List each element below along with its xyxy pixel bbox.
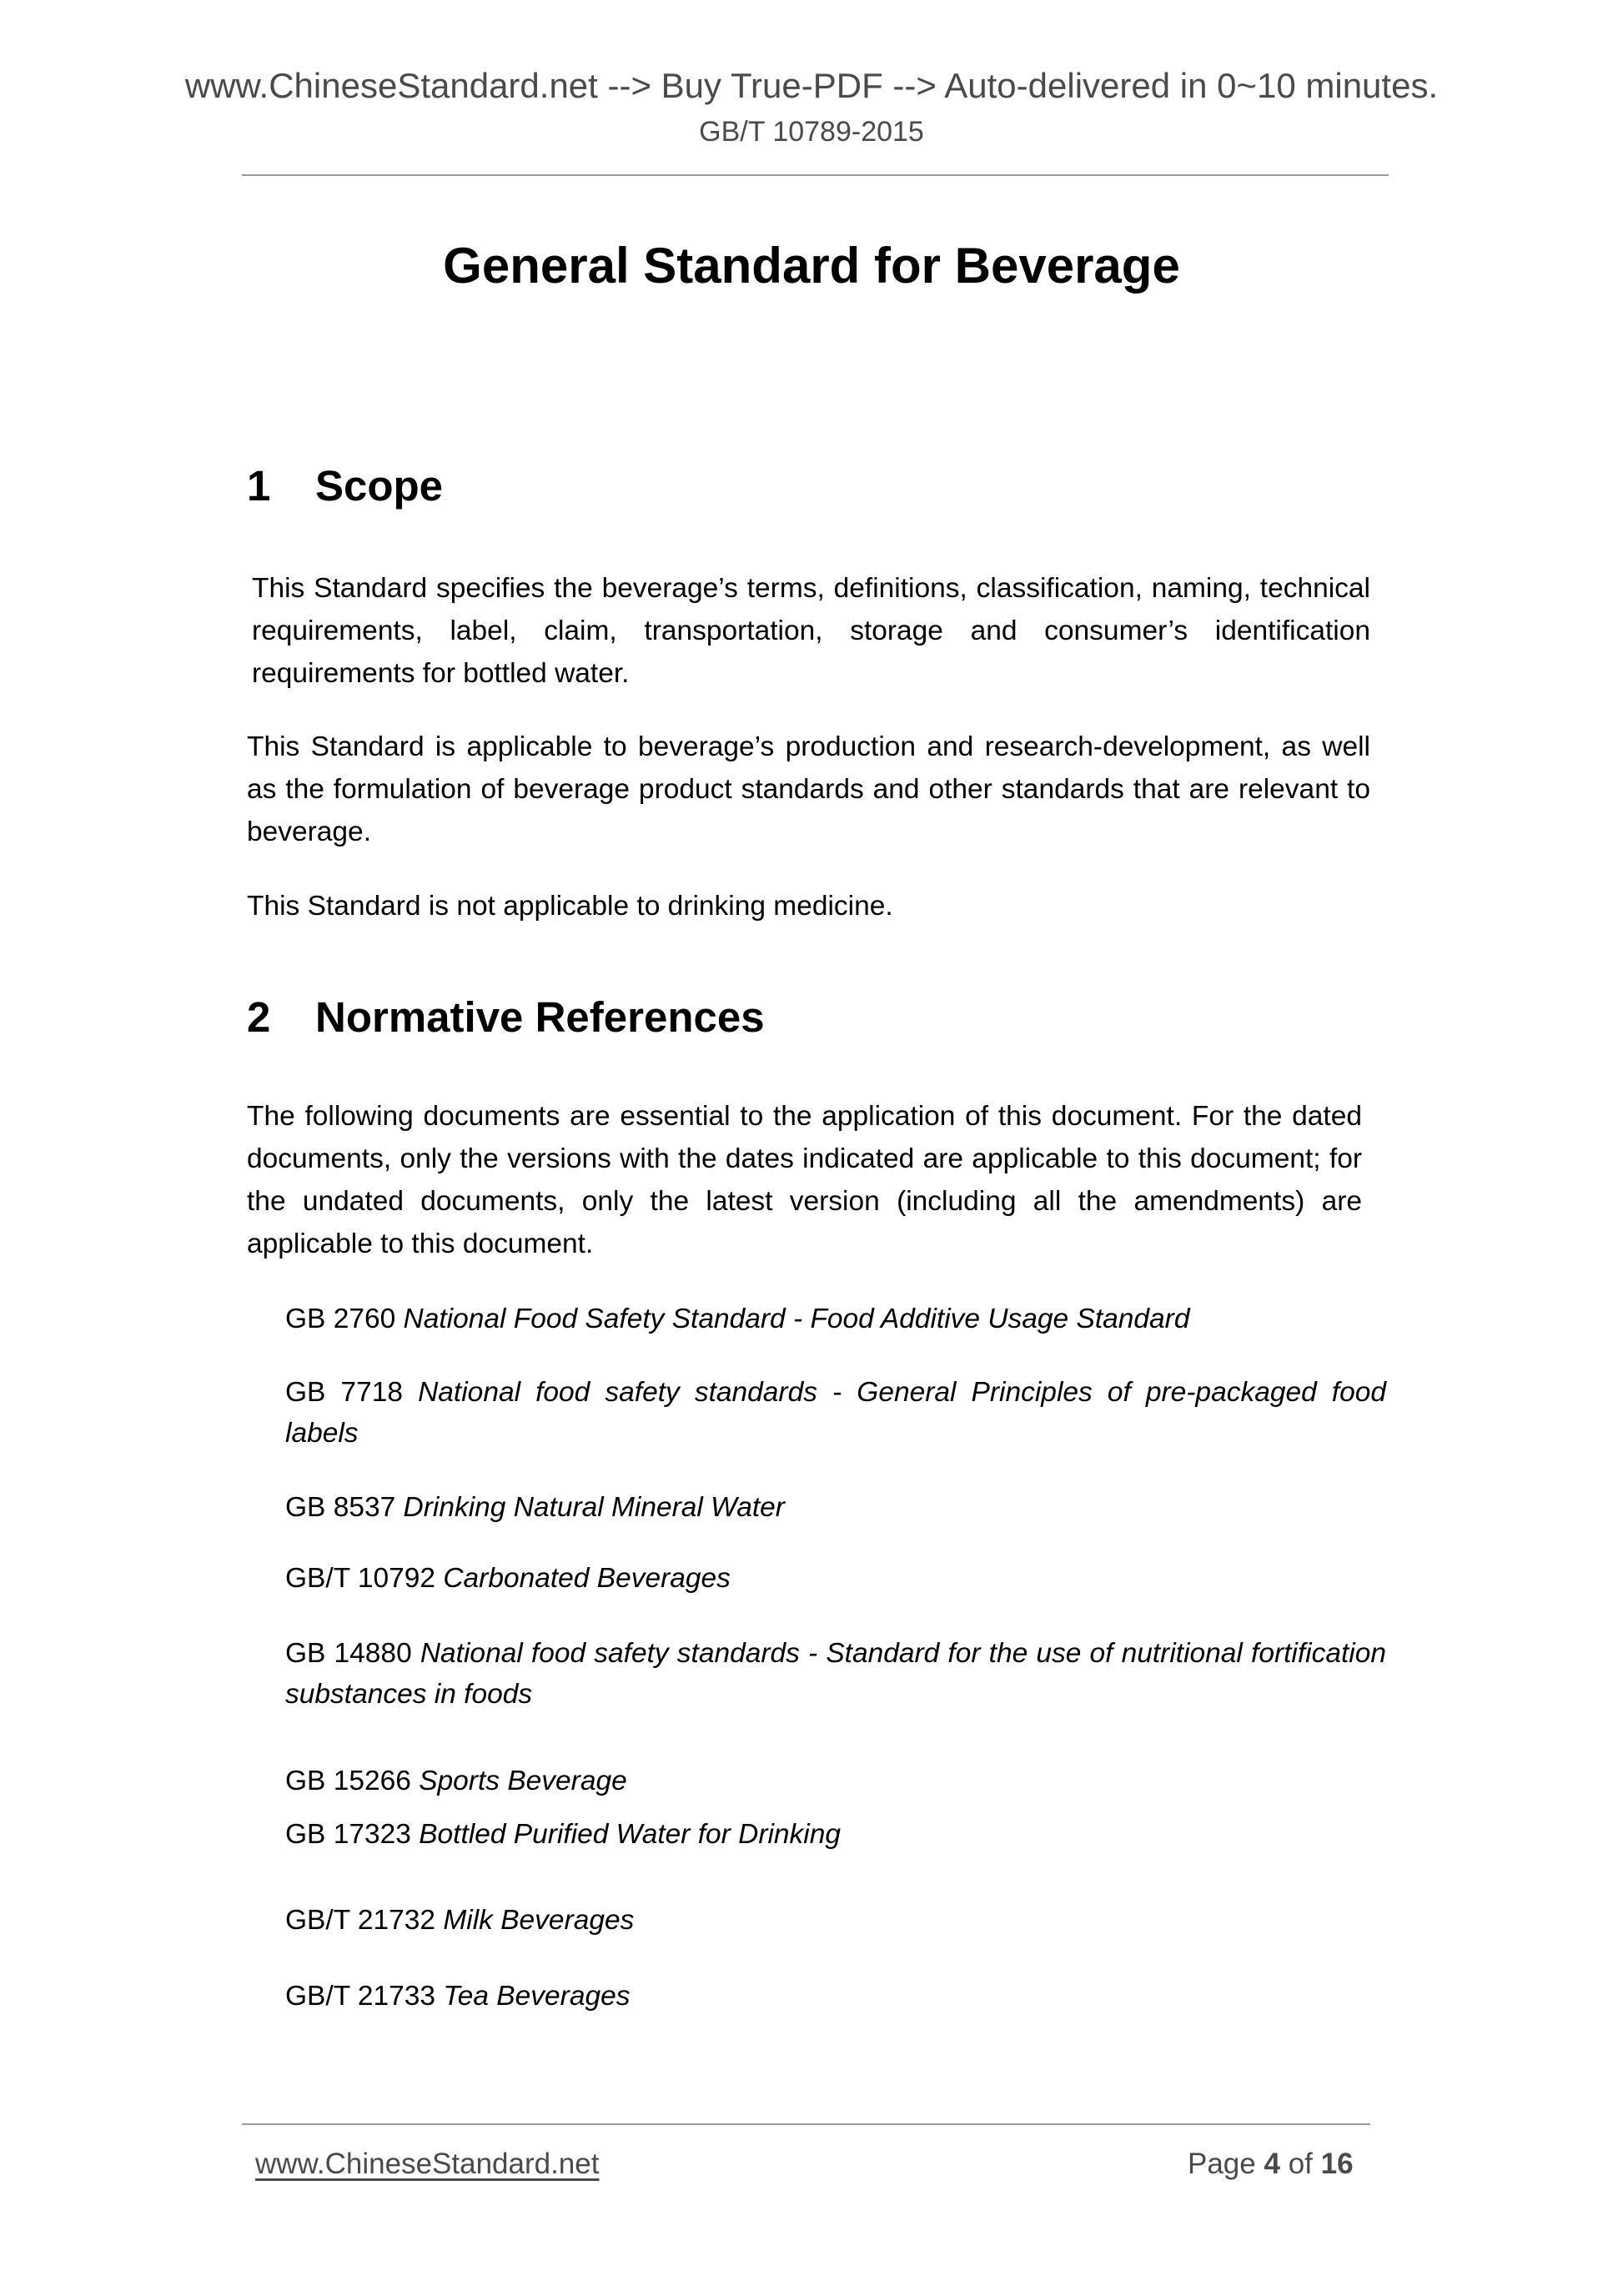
text-line: the undated documents, only the latest version (including all the amendments) are <box>247 1186 1362 1217</box>
section-number: 2 <box>247 993 271 1041</box>
reference-title: National food safety standards - General Principles of pre-packaged food <box>418 1377 1387 1408</box>
reference-title: Milk Beverages <box>443 1905 635 1936</box>
reference-title: National Food Safety Standard - Food Additive Usage Standard <box>403 1304 1190 1334</box>
scope-paragraph-3 <box>247 885 1370 927</box>
page-prefix: Page <box>1188 2148 1256 2180</box>
header-banner: www.ChineseStandard.net --> Buy True-PDF --> Auto-delivered in 0~10 minutes. <box>184 66 1439 105</box>
section-heading-scope <box>247 461 443 511</box>
reference-code: GB 8537 <box>285 1492 396 1523</box>
reference-title: Tea Beverages <box>443 1981 631 2012</box>
scope-paragraph-1 <box>252 567 1370 695</box>
normative-intro-paragraph <box>247 1095 1362 1265</box>
section-number: 1 <box>247 462 271 510</box>
text-line: requirements, label, claim, transportation, storage and consumer’s identification <box>252 615 1370 646</box>
reference-title: National food safety standards - Standard for the use of nutritional fortification <box>420 1638 1386 1669</box>
page-indicator <box>1188 2147 1354 2182</box>
reference-code: GB 7718 <box>285 1377 404 1408</box>
reference-item <box>285 1558 1386 1599</box>
reference-item <box>285 1372 1386 1454</box>
text-line: The following documents are essential to the application of this document. For the dated <box>247 1101 1362 1132</box>
reference-code: GB 17323 <box>285 1819 411 1850</box>
reference-title: Sports Beverage <box>419 1766 627 1796</box>
section-title: Scope <box>315 462 444 510</box>
section-heading-normative-references <box>247 992 765 1042</box>
section-title: Normative References <box>315 993 765 1041</box>
reference-title-continued: substances in foods <box>285 1679 533 1710</box>
reference-code: GB 14880 <box>285 1638 412 1669</box>
page-total: 16 <box>1320 2148 1354 2180</box>
reference-code: GB/T 10792 <box>285 1563 436 1594</box>
footer-website-link[interactable]: www.ChineseStandard.net <box>255 2148 600 2180</box>
footer-divider <box>242 2123 1370 2125</box>
document-title: General Standard for Beverage <box>443 238 1180 294</box>
reference-item <box>285 1976 1386 2017</box>
header-doc-number: GB/T 10789-2015 <box>699 116 924 148</box>
reference-item <box>285 1761 1386 1801</box>
reference-code: GB/T 21732 <box>285 1905 436 1936</box>
reference-item <box>285 1633 1386 1715</box>
text-line: beverage. <box>247 816 371 847</box>
text-line: This Standard specifies the beverage’s terms, definitions, classification, naming, technical <box>252 573 1370 604</box>
reference-item <box>285 1487 1386 1528</box>
page-current: 4 <box>1264 2148 1280 2180</box>
reference-title: Carbonated Beverages <box>443 1563 731 1594</box>
reference-title: Bottled Purified Water for Drinking <box>419 1819 842 1850</box>
text-line: This Standard is not applicable to drinking medicine. <box>247 891 893 922</box>
text-line: This Standard is applicable to beverage’s production and research-development, as well <box>247 731 1370 762</box>
reference-code: GB 15266 <box>285 1766 411 1796</box>
text-line: requirements for bottled water. <box>252 658 630 689</box>
text-line: as the formulation of beverage product standards and other standards that are relevant to <box>247 774 1370 805</box>
reference-item <box>285 1299 1386 1339</box>
scope-paragraph-2 <box>247 726 1370 853</box>
page-of: of <box>1288 2148 1313 2180</box>
reference-code: GB 2760 <box>285 1304 396 1334</box>
text-line: documents, only the versions with the dates indicated are applicable to this document; for <box>247 1143 1362 1174</box>
header-divider <box>242 174 1389 176</box>
text-line: applicable to this document. <box>247 1228 594 1259</box>
reference-item <box>285 1900 1386 1941</box>
reference-title-continued: labels <box>285 1418 359 1449</box>
reference-item <box>285 1814 1386 1855</box>
reference-title: Drinking Natural Mineral Water <box>403 1492 785 1523</box>
reference-code: GB/T 21733 <box>285 1981 436 2012</box>
